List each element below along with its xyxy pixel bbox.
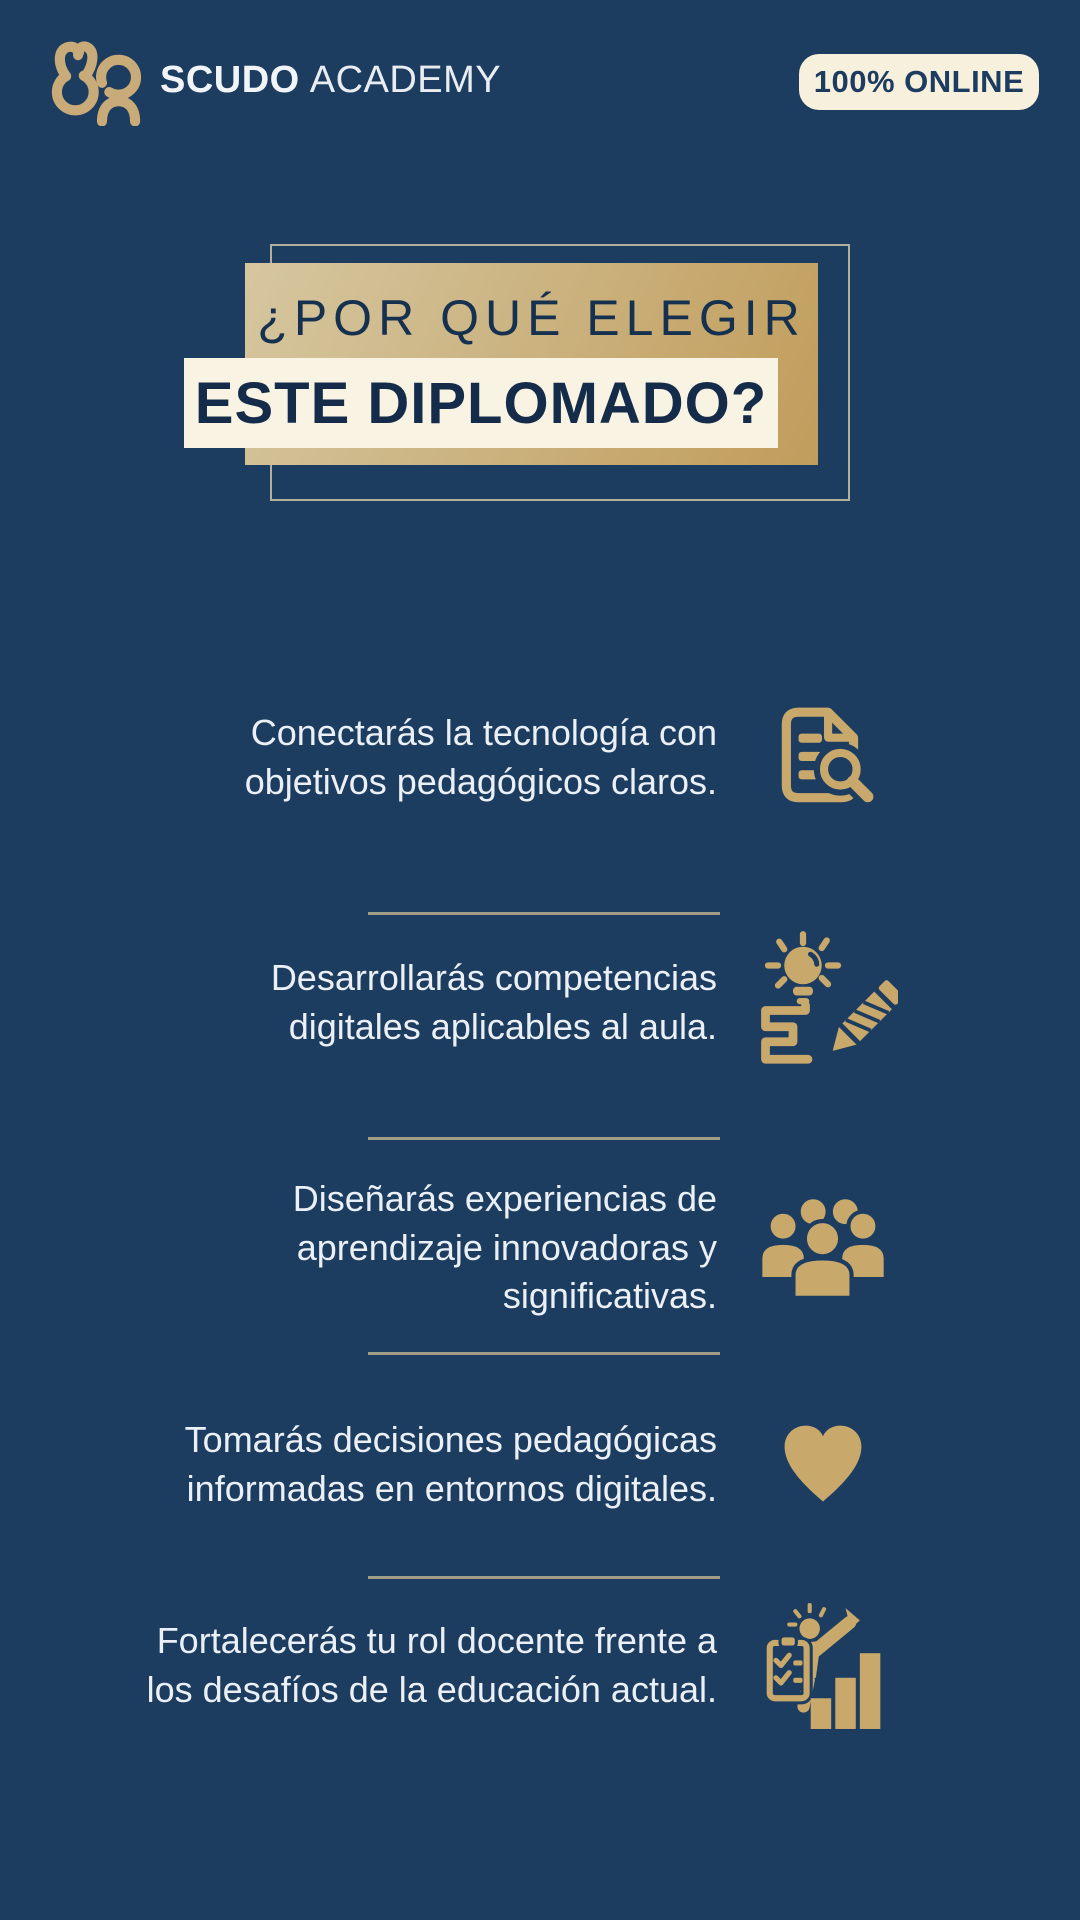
brand-name-light: ACADEMY [309,58,502,101]
benefit-item-4 [60,1402,910,1527]
brand-name-bold: SCUDO [160,58,300,101]
title-cream-panel [184,358,778,448]
document-search-icon [735,702,910,814]
header [0,0,1080,140]
brand-name [160,59,501,102]
benefit-item-2-text: Desarrollarás competencias digitales aplicables al aula. [270,956,717,1047]
section-divider [368,912,720,915]
benefit-item-5 [60,1598,910,1733]
section-divider [368,1576,720,1579]
benefit-item-2 [60,920,910,1085]
section-divider [368,1352,720,1355]
benefit-item-3-text: Diseñarás experiencias de aprendizaje innovadoras y significativas. [292,1177,717,1317]
title-line-1: ¿POR QUÉ ELEGIR [257,290,806,346]
benefit-item-1 [60,690,910,825]
section-divider [368,1137,720,1140]
growth-achievement-icon [735,1602,910,1730]
benefit-item-4-text: Tomarás decisiones pedagógicas informadas en entornos digitales. [184,1418,717,1509]
scudo-logo-icon [46,34,146,126]
benefit-item-1-text: Conectarás la tecnología con objetivos pedagógicos claros. [244,711,717,802]
benefit-item-3 [60,1158,910,1338]
people-group-icon [735,1192,910,1304]
online-badge: 100% ONLINE [799,54,1039,110]
heart-icon [735,1417,910,1513]
benefit-item-5-text: Fortalecerás tu rol docente frente a los desafíos de la educación actual. [146,1619,717,1710]
brand [46,34,501,126]
lightbulb-pencil-icon [735,928,910,1078]
title-line-2: ESTE DIPLOMADO? [194,370,768,436]
